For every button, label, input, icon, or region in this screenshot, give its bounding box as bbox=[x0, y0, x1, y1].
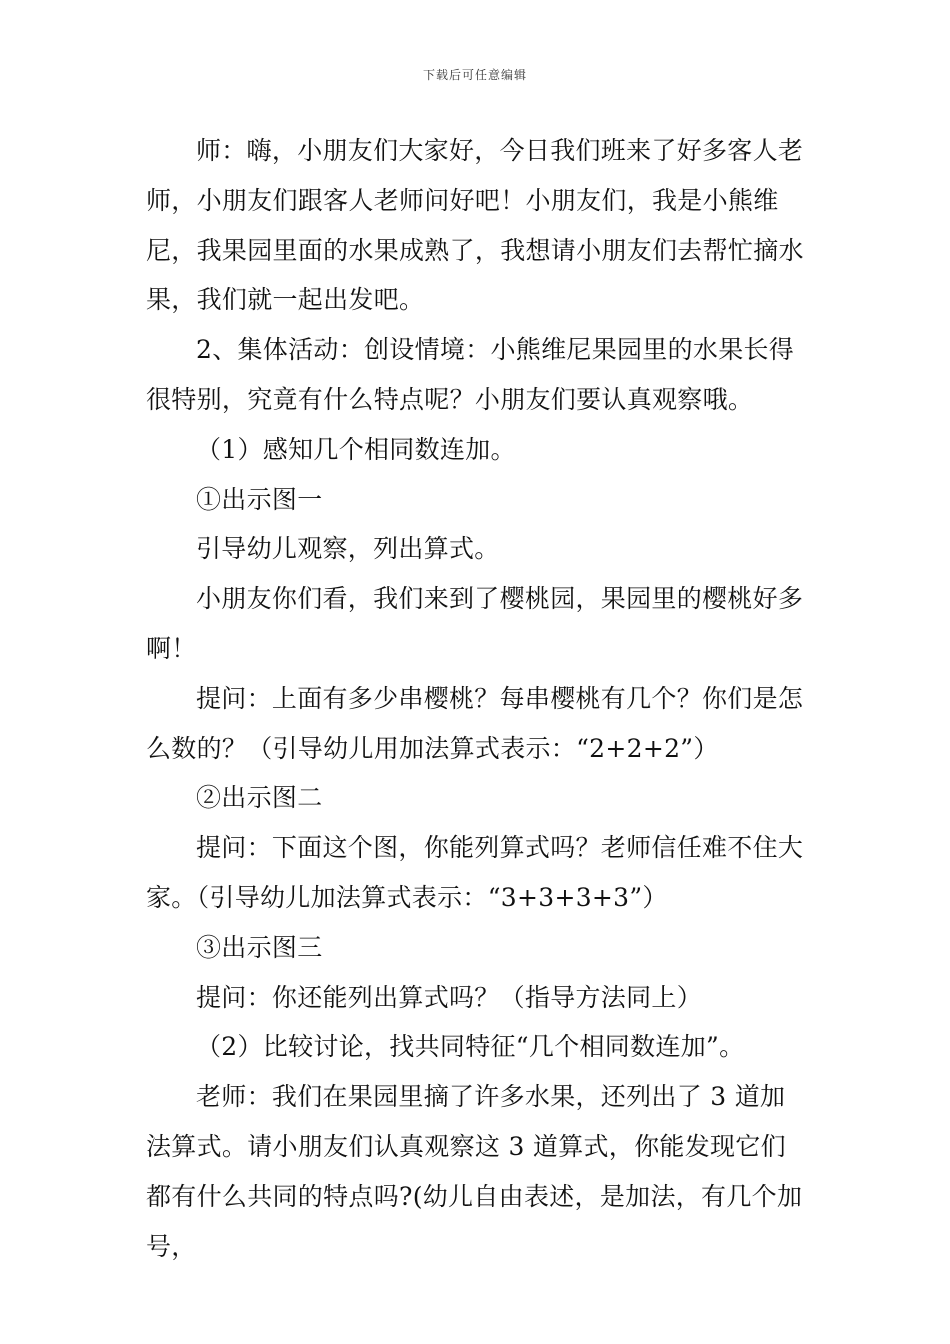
page-header-note: 下载后可任意编辑 bbox=[422, 68, 527, 82]
paragraph-question-cherries: 提问：上面有多少串樱桃？每串樱桃有几个？你们是怎么数的？（引导幼儿用加法算式表示：“2+2+2”） bbox=[146, 683, 804, 763]
paragraph-guide-observe: 引导幼儿观察，列出算式。 bbox=[196, 534, 500, 564]
paragraph-teacher-greeting: 师：嗨，小朋友们大家好，今日我们班来了好多客人老师，小朋友们跟客人老师问好吧！小朋友们，我是小熊维尼，我果园里面的水果成熟了，我想请小朋友们去帮忙摘水果，我们就一起出发吧。 bbox=[146, 136, 804, 315]
paragraph-show-figure-3: ③出示图三 bbox=[196, 932, 323, 962]
paragraph-section-1: （1）感知几个相同数连加。 bbox=[196, 434, 516, 464]
paragraph-show-figure-2: ②出示图二 bbox=[196, 783, 323, 813]
paragraph-section-2: （2）比较讨论，找共同特征“几个相同数连加”。 bbox=[196, 1032, 745, 1062]
paragraph-question-figure-3: 提问：你还能列出算式吗？（指导方法同上） bbox=[196, 982, 703, 1012]
paragraph-teacher-discussion: 老师：我们在果园里摘了许多水果，还列出了 3 道加法算式。请小朋友们认真观察这 3 道算式，你能发现它们都有什么共同的特点吗?(幼儿自由表述，是加法，有几个加号， bbox=[146, 1082, 803, 1261]
paragraph-cherry-garden: 小朋友你们看，我们来到了樱桃园，果园里的樱桃好多啊！ bbox=[146, 584, 804, 663]
document-body bbox=[146, 126, 808, 1271]
paragraph-group-activity: 2、集体活动：创设情境：小熊维尼果园里的水果长得很特别，究竟有什么特点呢？小朋友们要认真观察哦。 bbox=[146, 335, 795, 414]
paragraph-question-figure-2: 提问：下面这个图，你能列算式吗？老师信任难不住大家。（引导幼儿加法算式表示：“3+3+3+3”） bbox=[146, 833, 804, 912]
paragraph-show-figure-1: ①出示图一 bbox=[196, 484, 323, 514]
